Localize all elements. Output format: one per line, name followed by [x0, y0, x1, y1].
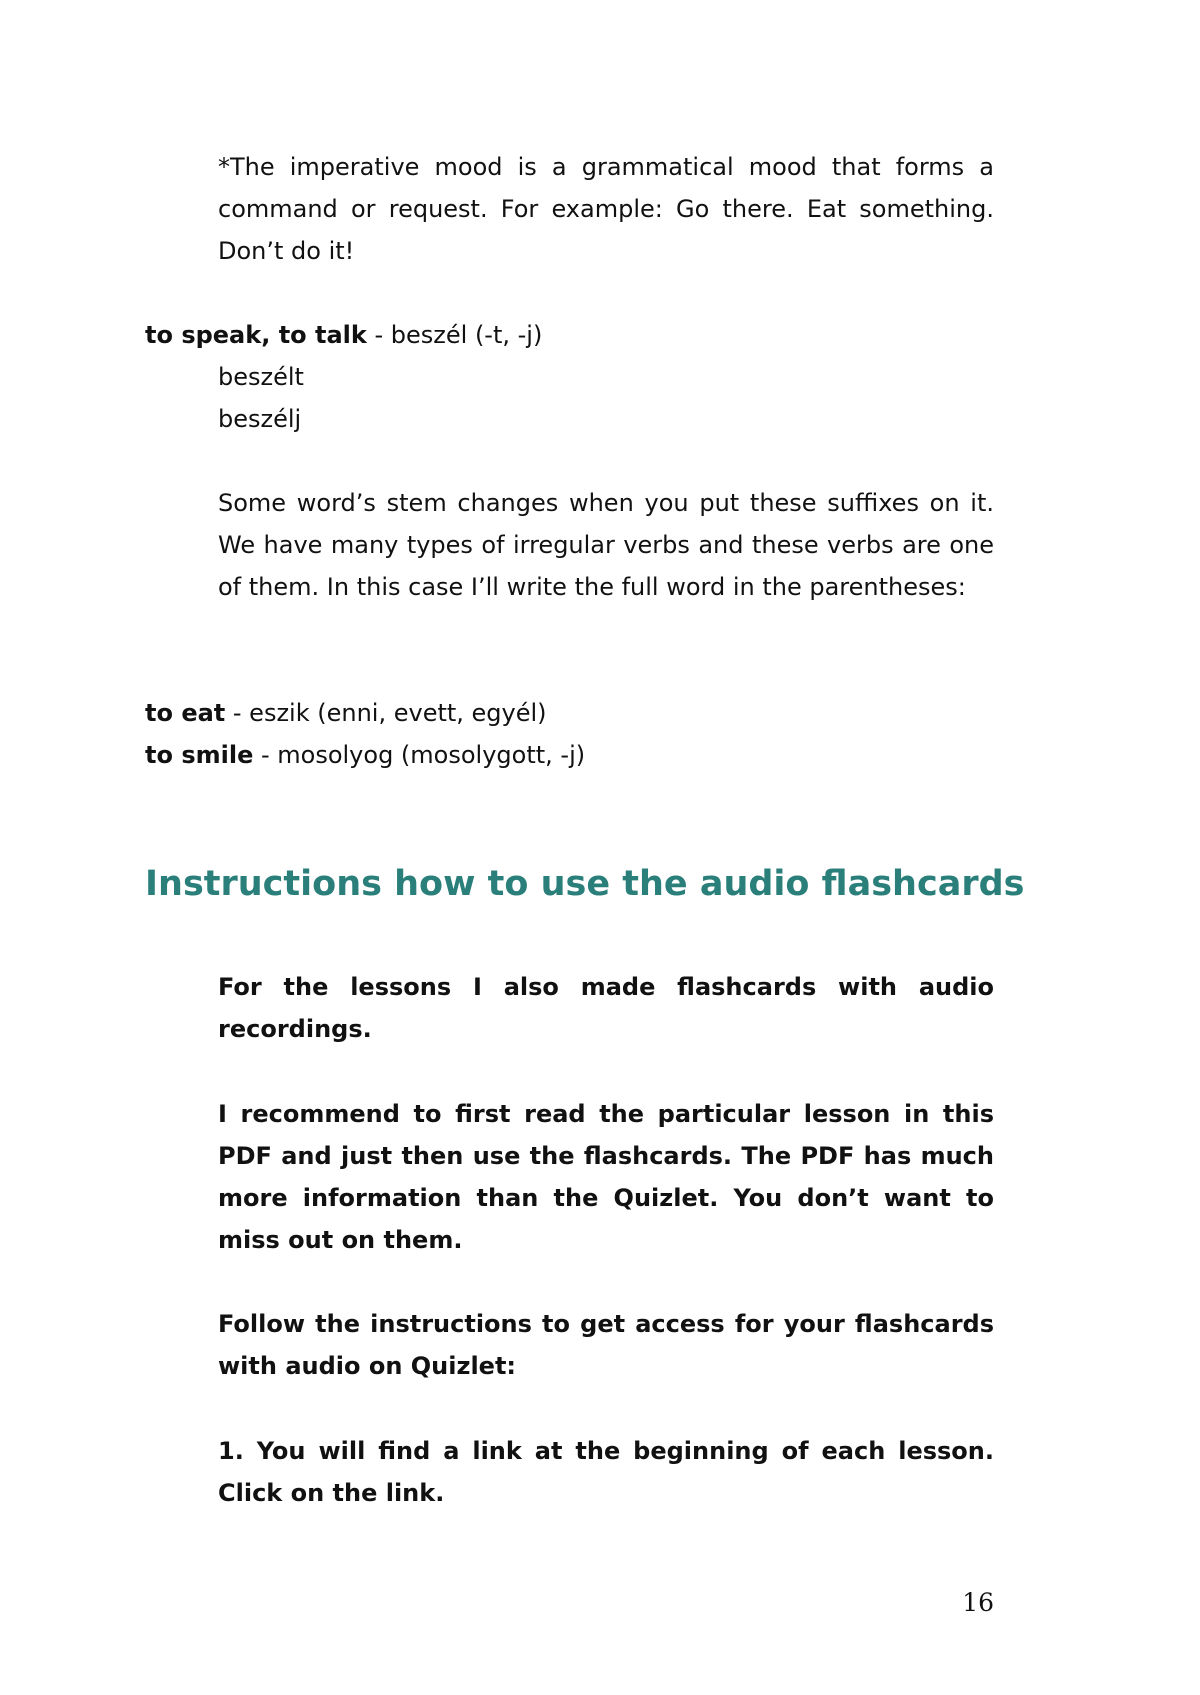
vocab-speak-forms	[218, 356, 994, 440]
flashcards-paragraph: For the lessons I also made flashcards with audio recordings.	[218, 973, 994, 1043]
vocab-definition: - mosolyog (mosolygott, -j)	[253, 741, 586, 769]
vocab-form: beszélt	[218, 363, 304, 391]
vocab-entry-smile	[145, 734, 994, 776]
vocab-entry-speak	[145, 314, 994, 356]
recommendation-paragraph: I recommend to first read the particular lesson in this PDF and just then use the flashcards. The PDF has much more information than the Quizlet. You don’t want to miss out on them.	[218, 1100, 994, 1254]
instruction-step-1: 1. You will find a link at the beginning of each lesson. Click on the link.	[218, 1437, 994, 1507]
vocab-entry-eat	[145, 692, 994, 734]
vocab-term: to eat	[145, 699, 226, 727]
vocab-definition: - eszik (enni, evett, egyél)	[225, 699, 547, 727]
vocab-form: beszélj	[218, 405, 302, 433]
page-number: 16	[962, 1588, 994, 1617]
instructions-intro-paragraph: Follow the instructions to get access for your flashcards with audio on Quizlet:	[218, 1310, 994, 1380]
section-heading: Instructions how to use the audio flashcards	[145, 864, 1025, 904]
irregular-verbs-paragraph: Some word’s stem changes when you put these suffixes on it. We have many types of irregular verbs and these verbs are one of them. In this case I’ll write the full word in the parentheses:	[218, 489, 994, 601]
vocab-term: to speak, to talk	[145, 321, 367, 349]
imperative-note: *The imperative mood is a grammatical mood that forms a command or request. For example: Go there. Eat something. Don’t do it!	[218, 153, 994, 265]
vocab-speak-headword-line	[145, 314, 994, 356]
vocab-definition: - beszél (-t, -j)	[366, 321, 543, 349]
vocab-term: to smile	[145, 741, 254, 769]
vocab-list	[145, 692, 994, 776]
